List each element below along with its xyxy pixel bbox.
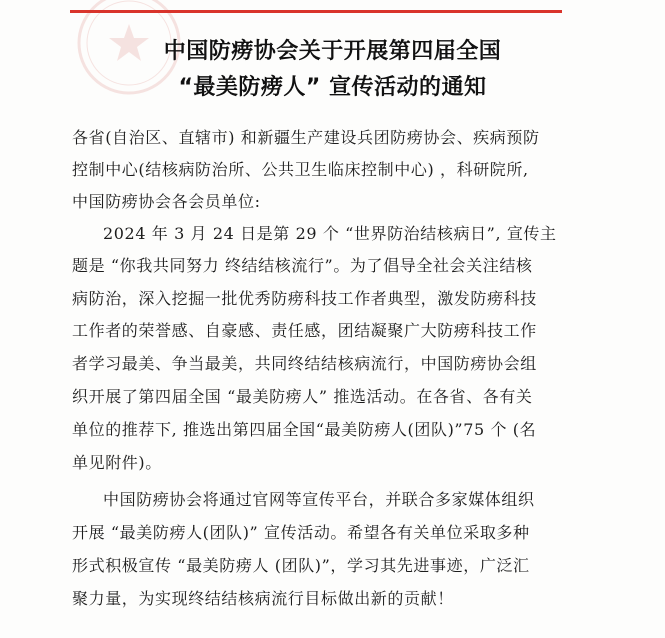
paragraph-1-line-2: 题是 “你我共同努力 终结结核流行”。为了倡导全社会关注结核 (72, 256, 533, 275)
paragraph-1-line-1: 2024 年 3 月 24 日是第 29 个 “世界防治结核病日”, 宣传主 (103, 224, 557, 243)
notice-title-line-2: “最美防痨人” 宣传活动的通知 (178, 75, 487, 100)
paragraph-1-line-4: 工作者的荣誉感、自豪感、责任感，团结凝聚广大防痨科技工作 (72, 321, 537, 340)
paragraph-1-line-6: 织开展了第四届全国 “最美防痨人” 推选活动。在各省、各有关 (72, 387, 533, 406)
addressee-line-1: 各省(自治区、直辖市) 和新疆生产建设兵团防痨协会、疾病预防 (72, 128, 540, 147)
addressee-line-3: 中国防痨协会各会员单位: (72, 192, 261, 211)
paragraph-1-line-5: 者学习最美、争当最美，共同终结结核病流行，中国防痨协会组 (72, 354, 537, 373)
paragraph-2-line-4: 聚力量，为实现终结结核病流行目标做出新的贡献！ (72, 589, 454, 608)
paragraph-2-line-1: 中国防痨协会将通过官网等宣传平台，并联合多家媒体组织 (103, 490, 535, 509)
paragraph-2-line-2: 开展 “最美防痨人(团队)” 宣传活动。希望各有关单位采取多种 (72, 523, 530, 542)
paragraph-1-line-3: 病防治，深入挖掘一批优秀防痨科技工作者典型，激发防痨科技 (72, 289, 537, 308)
addressee-line-2: 控制中心(结核病防治所、公共卫生临床控制中心) ，科研院所, (72, 160, 529, 179)
paragraph-1-line-7: 单位的推荐下, 推选出第四届全国“最美防痨人(团队)”75 个 (名 (72, 420, 537, 439)
paragraph-2-line-3: 形式积极宣传 “最美防痨人 (团队)”，学习其先进事迹，广泛汇 (72, 556, 530, 575)
notice-title-line-1: 中国防痨协会关于开展第四届全国 (163, 39, 502, 64)
paragraph-1-line-8: 单见附件)。 (72, 453, 162, 472)
